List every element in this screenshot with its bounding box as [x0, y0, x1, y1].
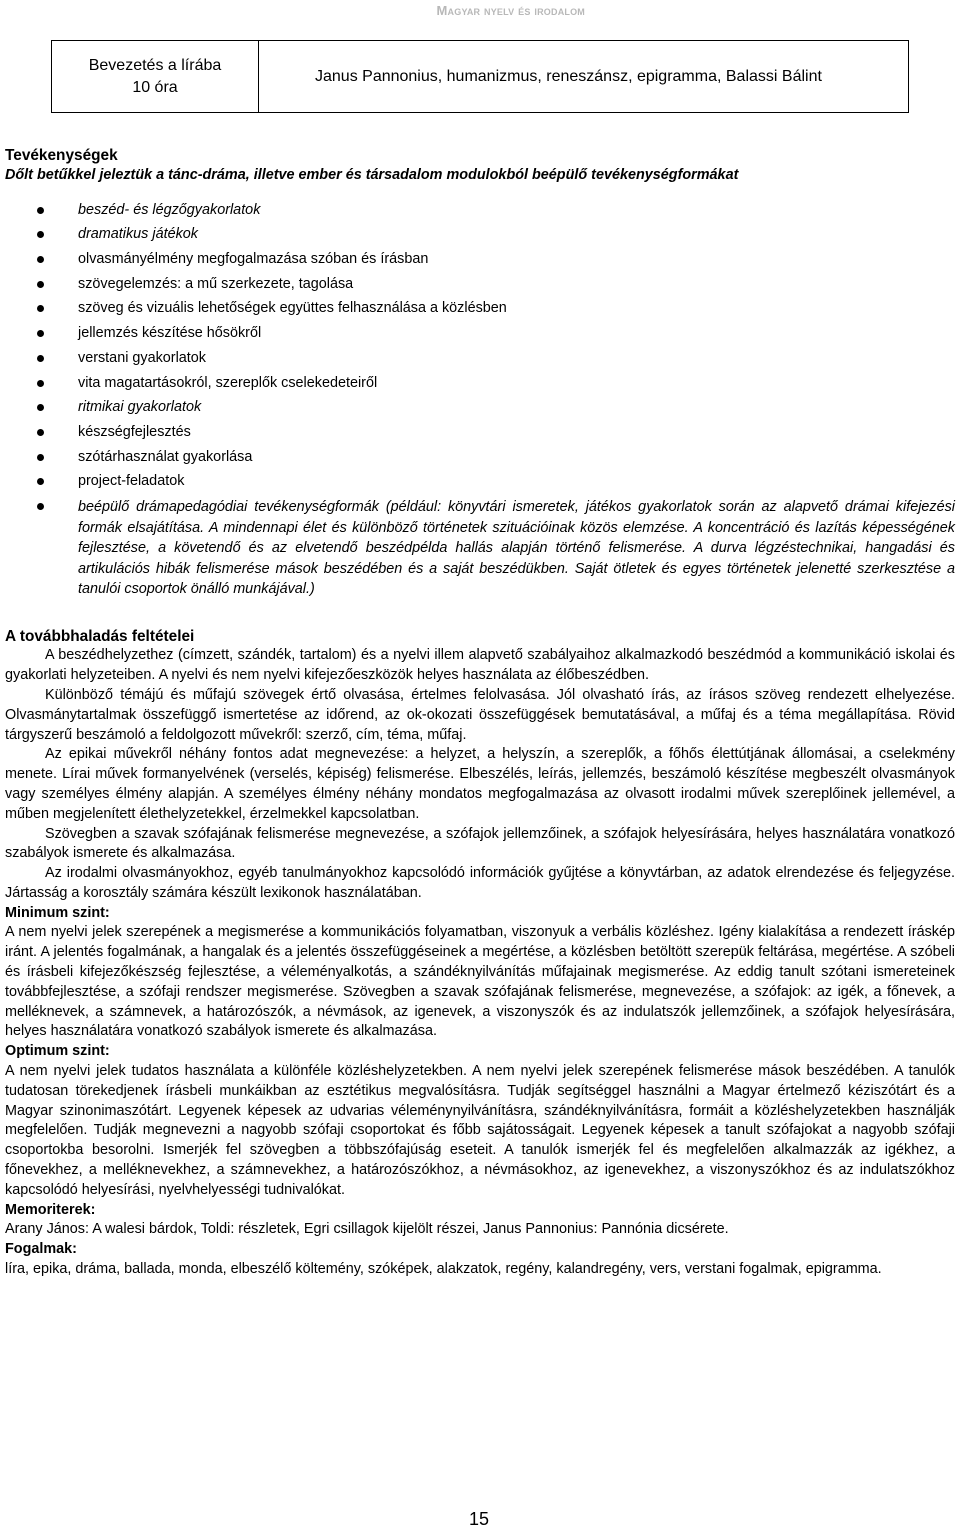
module-topics: Janus Pannonius, humanizmus, reneszánsz, epigramma, Balassi Bálint: [315, 67, 822, 85]
list-item: készségfejlesztés: [5, 420, 955, 445]
list-item: dramatikus játékok: [5, 222, 955, 247]
module-topics-cell: [259, 41, 908, 112]
minimum-text: A nem nyelvi jelek szerepének a megismerése a kommunikációs folyamatban, viszonyuk a verbális közléshez. Igény kialakítása a rendezett íráskép iránt. A jelentés fogalmának, a hangalak és a jelentés összefüggéseinek a megértése, a közlésben betöltött szerepük feltárása, megértése. A szóbeli és írásbeli kifejezőkészség fejlesztése, a véleményalkotás, a szándéknyilvánítás műfajainak megismerése. Az eddig tanult szótani ismereteinek továbbfejlesztése, a szófaji rendszer megismerése. Szövegben a szavak szófajának felismerése, megnevezése, a szófajok: az igék, a főnevek, a melléknevek, a számnevek, a határozószók, a névmások, az igenevek, a viszonyszók és az indulatszók jellemzőinek, a szófajok helyesírására, helyes használatára vonatkozó szabályok ismerete és alkalmazása.: [5, 924, 955, 1040]
module-header-box: [51, 40, 909, 113]
optimum-heading: Optimum szint:: [5, 1043, 110, 1060]
continuation-paragraph: Az irodalmi olvasmányokhoz, egyéb tanulmányokhoz kapcsolódó információk gyűjtése a könyvtárban, az adatok elrendezése és feljegyzése. Jártasság a korosztály számára készült lexikonok használatában.: [5, 865, 955, 901]
list-item: project-feladatok: [5, 469, 955, 494]
document-body: [5, 146, 955, 1280]
list-item: verstani gyakorlatok: [5, 346, 955, 371]
module-title-cell: [52, 41, 259, 112]
page-number: 15: [469, 1509, 490, 1529]
list-item: olvasmányélmény megfogalmazása szóban és írásban: [5, 247, 955, 272]
memorize-text: Arany János: A walesi bárdok, Toldi: részletek, Egri csillagok kijelölt részei, Janus Pannonius: Pannónia dicsérete.: [5, 1221, 729, 1238]
activities-list: [5, 198, 955, 600]
concepts-heading: Fogalmak:: [5, 1241, 77, 1258]
list-item: beépülő drámapedagódiai tevékenységformák (például: könyvtári ismeretek, játékos gyakorlatok során az alapvető drámai kifejezési formák elsajátítása. A mindennapi élet és különböző történetek szituációinak közös elemzése. A koncentráció és lazítás képességének fejlesztése, a követendő és az elvetendő beszédpélda hallás alapján történő felismerése. A durva légzéstechnikai, hangadási és artikulációs hibák felismerése mások beszédében és a saját beszédükben. Saját ötletek és egyes történetek jelenetté szerkesztése a tanulói csoportok önálló munkájával.): [5, 494, 955, 600]
module-title: Bevezetés a lírába: [88, 56, 222, 74]
list-item: jellemzés készítése hősökről: [5, 321, 955, 346]
minimum-heading: Minimum szint:: [5, 904, 110, 921]
list-item: vita magatartásokról, szereplők cselekedeteiről: [5, 371, 955, 396]
continuation-paragraph: Különböző témájú és műfajú szövegek értő olvasása, értelmes felolvasása. Jól olvasható írás, az írásos szöveg rendezett elhelyezése. Olvasmánytartalmak összefüggő ismertetése az időrend, az ok-okozati összefüggések bemutatásával, a műfaj és a téma megállapítása. Rövid tárgyszerű beszámoló a feldolgozott művekről: szerző, cím, téma, műfaj.: [5, 686, 955, 743]
list-item: beszéd- és légzőgyakorlatok: [5, 198, 955, 223]
activities-note: Dőlt betűkkel jeleztük a tánc-dráma, illetve ember és társadalom modulokból beépülő tevékenységformákat: [5, 166, 739, 183]
optimum-text: A nem nyelvi jelek tudatos használata a különféle közléshelyzetekben. A nem nyelvi jelek szerepének felismerése mások beszédében. A tanulók tudatosan törekedjenek írásbeli munkáikban az esztétikus megvalósításra. Tudják segítséggel használni a Magyar értelmező kéziszótárt és a Magyar szinonimaszótárt. Legyenek képesek az udvarias véleménynyilvánításra, szándéknyilvánításra, formáit a közléshelyzetekben használják megfelelően. Tudják megnevezni a nagyobb szófaji csoportokat és főbb sajátosságait. Legyenek képesek a tanult szófajokat a nagyobb szófaji csoportokba besorolni. Ismerjék fel szövegben a többszófajúság eseteit. A tanulók ismerjék fel és megfelelően alkalmazzák az igékhez, a főnevekhez, a melléknevekhez, a számnevekhez, a határozószókhoz, a névmásokhoz, az igenevekhez, a viszonyszókhoz és az indulatszókhoz kapcsolódó helyesírási, nyelvhelyességi tudnivalókat.: [5, 1063, 955, 1198]
list-item: szótárhasználat gyakorlása: [5, 445, 955, 470]
list-item: szöveg és vizuális lehetőségek együttes felhasználása a közlésben: [5, 296, 955, 321]
activities-heading: Tevékenységek: [5, 147, 118, 164]
list-item: ritmikai gyakorlatok: [5, 395, 955, 420]
continuation-paragraph: A beszédhelyzethez (címzett, szándék, tartalom) és a nyelvi illem alapvető szabályaihoz alkalmazkodó beszédmód a kommunikáció iskolai és gyakorlati helyzeteiben. A nyelvi és nem nyelvi kifejezőeszközök helyes használata az élőbeszédben.: [5, 647, 955, 684]
module-hours: 10 óra: [132, 78, 178, 96]
running-header: Magyar nyelv és irodalom: [436, 3, 585, 18]
continuation-paragraph: Szövegben a szavak szófajának felismerése megnevezése, a szófajok jellemzőinek, a szófajok helyesírására, helyes használatára vonatkozó szabályok ismerete és alkalmazása.: [5, 825, 955, 862]
list-item: szövegelemzés: a mű szerkezete, tagolása: [5, 272, 955, 297]
memorize-heading: Memoriterek:: [5, 1201, 96, 1218]
concepts-text: líra, epika, dráma, ballada, monda, elbeszélő költemény, szóképek, alakzatok, regény, kalandregény, vers, verstani fogalmak, epigramma.: [5, 1261, 882, 1278]
continuation-heading: A továbbhaladás feltételei: [5, 627, 195, 645]
continuation-paragraph: Az epikai művekről néhány fontos adat megnevezése: a helyzet, a helyszín, a szereplők, a főhős élettútjának állomásai, a cselekmény menete. Lírai művek formanyelvének (verselés, képiség) felismerése. Elbeszélés, leírás, jellemzés, beszámoló készítése megbeszélt olvasmányok vagy személyes élmény alapján. A személyes élmény néhány mondatos megfogalmazása az olvasott irodalmi művek szereplőinek jellemével, a műben megjelenített élethelyzetekkel, érzelmekkel kapcsolatban.: [5, 746, 955, 822]
